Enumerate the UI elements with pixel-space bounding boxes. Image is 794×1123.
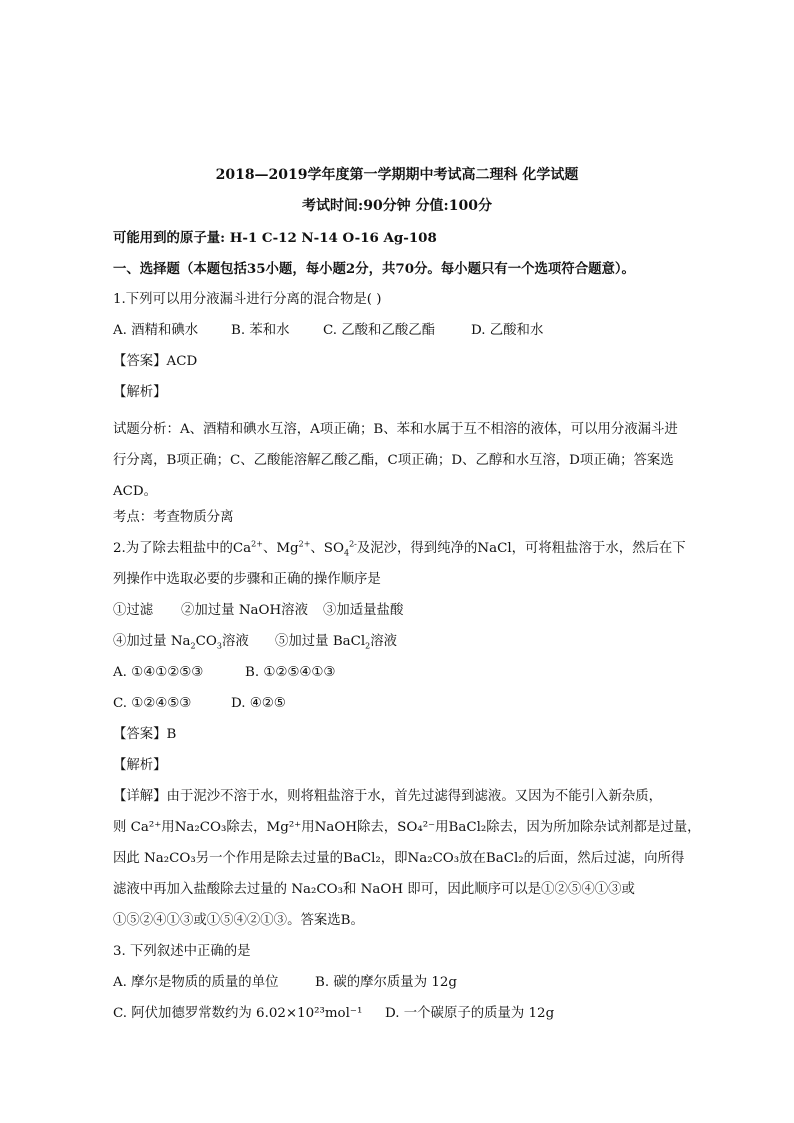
q2-stem-line2: 列操作中选取必要的步骤和正确的操作顺序是 [113, 572, 381, 587]
exam-meta: 考试时间:90分钟 分值:100分 [302, 198, 492, 214]
q1-option-c: C. 乙酸和乙酸乙酯 [323, 323, 436, 338]
q1-option-a: A. 酒精和碘水 [113, 323, 199, 338]
q2-option-a: A. ①④①②⑤③ [113, 665, 204, 680]
section-heading: 一、选择题（本题包括35小题，每小题2分，共70分。每小题只有一个选项符合题意）。 [113, 261, 635, 277]
atomic-mass-line: 可能用到的原子量: H-1 C-12 N-14 O-16 Ag-108 [113, 230, 437, 246]
q2-analysis-label: 【解析】 [113, 758, 167, 773]
q2-answer: 【答案】B [113, 727, 177, 742]
q3-option-c: C. 阿伏加德罗常数约为 6.02×10²³mol⁻¹ [113, 1006, 363, 1021]
doc-title: 2018—2019学年度第一学期期中考试高二理科 化学试题 [215, 167, 579, 183]
q1-point: 考点：考查物质分离 [113, 510, 234, 525]
q3-option-a: A. 摩尔是物质的质量的单位 [113, 975, 279, 990]
q2-detail-line4: 滤液中再加入盐酸除去过量的 Na₂CO₃和 NaOH 即可，因此顺序可以是①②⑤④①③或 [113, 882, 635, 897]
q1-option-b: B. 苯和水 [231, 323, 290, 338]
q2-stem: 2.为了除去粗盐中的$Ca^{2+}$、$Mg^{2+}$、$SO_4^{2-}$及泥沙，得到纯净的NaCl，可将粗盐溶于水，然后在下 [113, 539, 686, 558]
q1-analysis-label: 【解析】 [113, 385, 167, 400]
q3-option-d: D. 一个碳原子的质量为 12g [385, 1006, 555, 1021]
q1-analysis: 试题分析：A、酒精和碘水互溶，A项正确；B、苯和水属于互不相溶的液体，可以用分液漏斗进行分离，B项正确；C、乙酸能溶解乙酸乙酯，C项正确；D、乙醇和水互溶，D项正确；答案选ACD。 [113, 422, 678, 499]
q1-options [113, 321, 543, 341]
q3-options-ab [113, 973, 457, 993]
q2-options-ab [113, 663, 335, 683]
q2-option-d: D. ④②⑤ [231, 696, 286, 711]
q2-detail-line1: 【详解】由于泥沙不溶于水，则将粗盐溶于水，首先过滤得到滤液。又因为不能引入新杂质， [113, 789, 663, 804]
q2-detail-line3: 因此 Na₂CO₃另一个作用是除去过量的BaCl₂，即Na₂CO₃放在BaCl₂的后面，然后过滤，向所得 [113, 851, 685, 866]
q1-answer: 【答案】ACD [113, 354, 198, 369]
q1-option-d: D. 乙酸和水 [471, 323, 544, 338]
q3-options-cd [113, 1004, 554, 1024]
q2-detail-line2: 则 Ca²⁺用Na₂CO₃除去，Mg²⁺用NaOH除去，SO₄²⁻用BaCl₂除去，因为所加除杂试剂都是过量， [113, 820, 701, 835]
q1-stem: 1.下列可以用分液漏斗进行分离的混合物是( ) [113, 292, 382, 307]
q2-options-cd [113, 694, 286, 714]
q2-detail-line5: ①⑤②④①③或①⑤④②①③。答案选B。 [113, 913, 364, 928]
q2-option-b: B. ①②⑤④①③ [245, 665, 336, 680]
q2-operations-row2: ④加过量 $Na_2CO_3$溶液 ⑤加过量 BaCl$_2$溶液 [113, 634, 398, 651]
q3-stem: 3. 下列叙述中正确的是 [113, 944, 251, 959]
q2-option-c: C. ①②④⑤③ [113, 696, 192, 711]
q2-operations-row1: ①过滤 ②加过量 NaOH溶液 ③加适量盐酸 [113, 603, 404, 618]
q3-option-b: B. 碳的摩尔质量为 12g [315, 975, 457, 990]
